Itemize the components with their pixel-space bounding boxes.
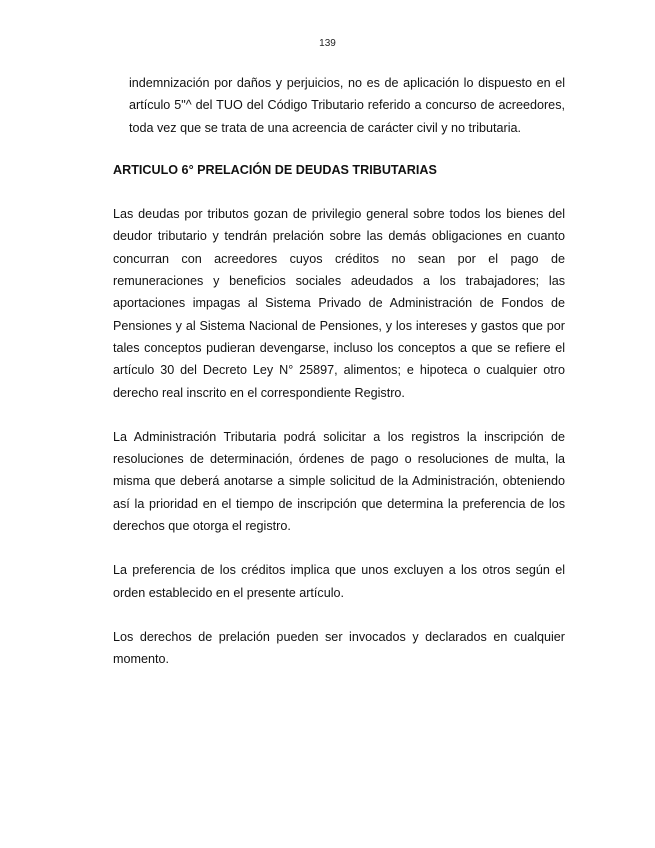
paragraph-1: Las deudas por tributos gozan de privilegio general sobre todos los bienes del deudor tributario y tendrán prelación sobre las demás obligaciones en cuanto concurran con acreedores cuyos créditos no sean por el pago de remuneraciones y beneficios sociales adeudados a los trabajadores; las aportaciones impagas al Sistema Privado de Administración de Fondos de Pensiones y al Sistema Nacional de Pensiones, y los intereses y gastos que por tales conceptos pudieran devengarse, incluso los conceptos a que se refiere el artículo 30 del Decreto Ley N° 25897, alimentos; e hipoteca o cualquier otro derecho real inscrito en el correspondiente Registro.: [113, 207, 565, 400]
document-body: [113, 72, 565, 693]
continuation-paragraph: indemnización por daños y perjuicios, no es de aplicación lo dispuesto en el artículo 5"^ del TUO del Código Tributario referido a concurso de acreedores, toda vez que se trata de una acreencia de carácter civil y no tributaria.: [129, 76, 565, 135]
paragraph-3: La preferencia de los créditos implica que unos excluyen a los otros según el orden establecido en el presente artículo.: [113, 563, 565, 600]
article-heading: ARTICULO 6° PRELACIÓN DE DEUDAS TRIBUTARIAS: [113, 162, 437, 177]
page-number: 139: [319, 38, 336, 49]
paragraph-2: La Administración Tributaria podrá solicitar a los registros la inscripción de resoluciones de determinación, órdenes de pago o resoluciones de multa, la misma que deberá anotarse a simple solicitud de la Administración, obteniendo así la prioridad en el tiempo de inscripción que determina la preferencia de los derechos que otorga el registro.: [113, 429, 565, 534]
paragraph-4: Los derechos de prelación pueden ser invocados y declarados en cualquier momento.: [113, 629, 565, 667]
